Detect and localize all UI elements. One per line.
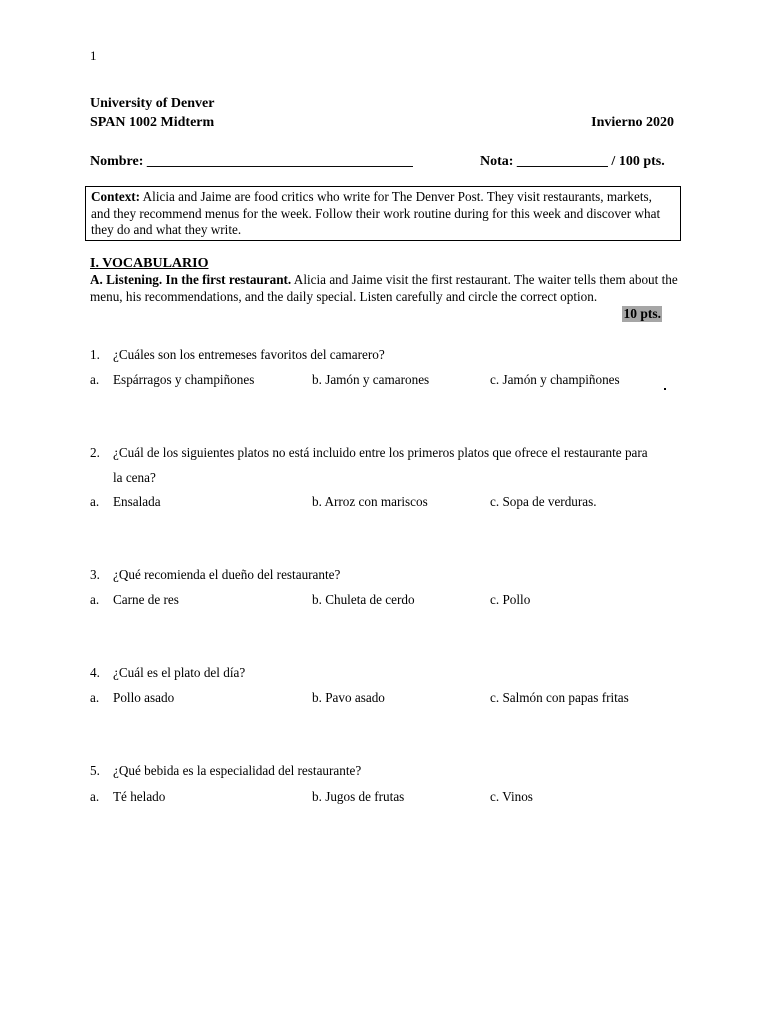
option-a-label: a.: [90, 789, 100, 804]
option-a-label: a.: [90, 372, 100, 387]
option-c: c. Sopa de verduras.: [490, 494, 597, 509]
option-b: b. Pavo asado: [312, 690, 385, 705]
option-a: Espárragos y champiñones: [113, 372, 255, 387]
option-c: c. Vinos: [490, 789, 533, 804]
question-number: 2.: [90, 445, 100, 460]
option-a-label: a.: [90, 494, 100, 509]
context-label: Context:: [91, 189, 141, 204]
option-b: b. Jamón y camarones: [312, 372, 430, 387]
option-b: b. Jugos de frutas: [312, 789, 405, 804]
option-c: c. Salmón con papas fritas: [490, 690, 629, 705]
question-number: 5.: [90, 763, 100, 778]
option-c: c. Jamón y champiñones: [490, 372, 620, 387]
option-a: Ensalada: [113, 494, 161, 509]
option-b: b. Chuleta de cerdo: [312, 592, 415, 607]
option-a-label: a.: [90, 690, 100, 705]
listening-instructions: [90, 272, 680, 305]
option-b: b. Arroz con mariscos: [312, 494, 428, 509]
option-a: Té helado: [113, 789, 166, 804]
course-title: SPAN 1002 Midterm: [90, 115, 215, 130]
question-number: 3.: [90, 567, 100, 582]
option-a: Pollo asado: [113, 690, 175, 705]
question-text: ¿Qué bebida es la especialidad del restaurante?: [113, 763, 362, 778]
question-number: 1.: [90, 347, 100, 362]
grade-field-label: Nota: _____________ / 100 pts.: [480, 154, 665, 169]
question-text: ¿Cuál es el plato del día?: [113, 665, 246, 680]
page-number: 1: [90, 48, 97, 63]
context-box: [85, 186, 681, 241]
listening-part-text: Alicia and Jaime visit the first restaurant. The waiter tells them about the menu, his recommendations, and the daily special. Listen carefully and circle the correct option.: [90, 272, 678, 304]
option-c: c. Pollo: [490, 592, 531, 607]
section-title: I. VOCABULARIO: [90, 256, 209, 271]
question-number: 4.: [90, 665, 100, 680]
question-text: ¿Cuáles son los entremeses favoritos del camarero?: [113, 347, 385, 362]
stray-mark: [664, 388, 666, 390]
question-text: ¿Cuál de los siguientes platos no está incluido entre los primeros platos que ofrece el restaurante para: [113, 445, 648, 460]
question-text: ¿Qué recomienda el dueño del restaurante?: [113, 567, 341, 582]
question-text-continued: la cena?: [113, 470, 156, 485]
listening-part-label: A. Listening. In the first restaurant.: [90, 272, 292, 287]
term-label: Invierno 2020: [591, 115, 674, 130]
option-a-label: a.: [90, 592, 100, 607]
university-name: University of Denver: [90, 96, 215, 111]
context-text: Alicia and Jaime are food critics who write for The Denver Post. They visit restaurants, markets, and they recommend menus for the week. Follow their work routine during for this week and discover what they do and what they write.: [91, 189, 661, 237]
name-field-label: Nombre: ______________________________________: [90, 154, 413, 169]
points-badge: 10 pts.: [623, 306, 661, 321]
option-a: Carne de res: [113, 592, 179, 607]
